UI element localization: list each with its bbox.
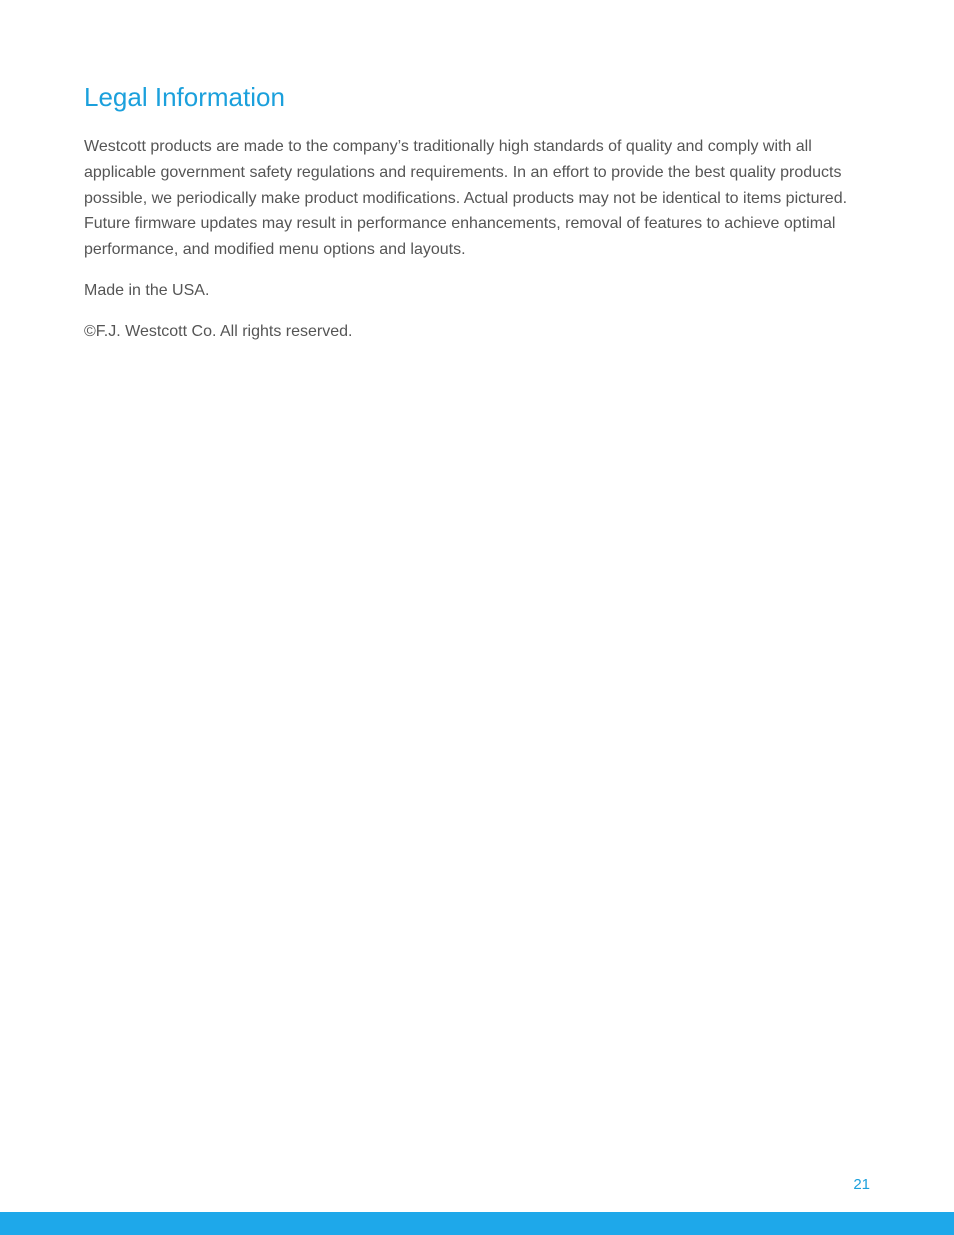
copyright-paragraph: ©F.J. Westcott Co. All rights reserved. [84, 322, 353, 340]
page-title: Legal Information [84, 82, 285, 112]
footer-bar [0, 1212, 954, 1235]
quality-paragraph: Westcott products are made to the company’s traditionally high standards of quality and comply with all applicable government safety regulations and requirements. In an effort to provide the best quality products possible, we periodically make product modifications. Actual products may not be identical to items pictured. Future firmware updates may result in performance enhancements, removal of features to achieve optimal performance, and modified menu options and layouts. [84, 138, 848, 259]
page-content [84, 80, 864, 345]
page-number: 21 [853, 1176, 870, 1193]
origin-paragraph: Made in the USA. [84, 281, 210, 299]
